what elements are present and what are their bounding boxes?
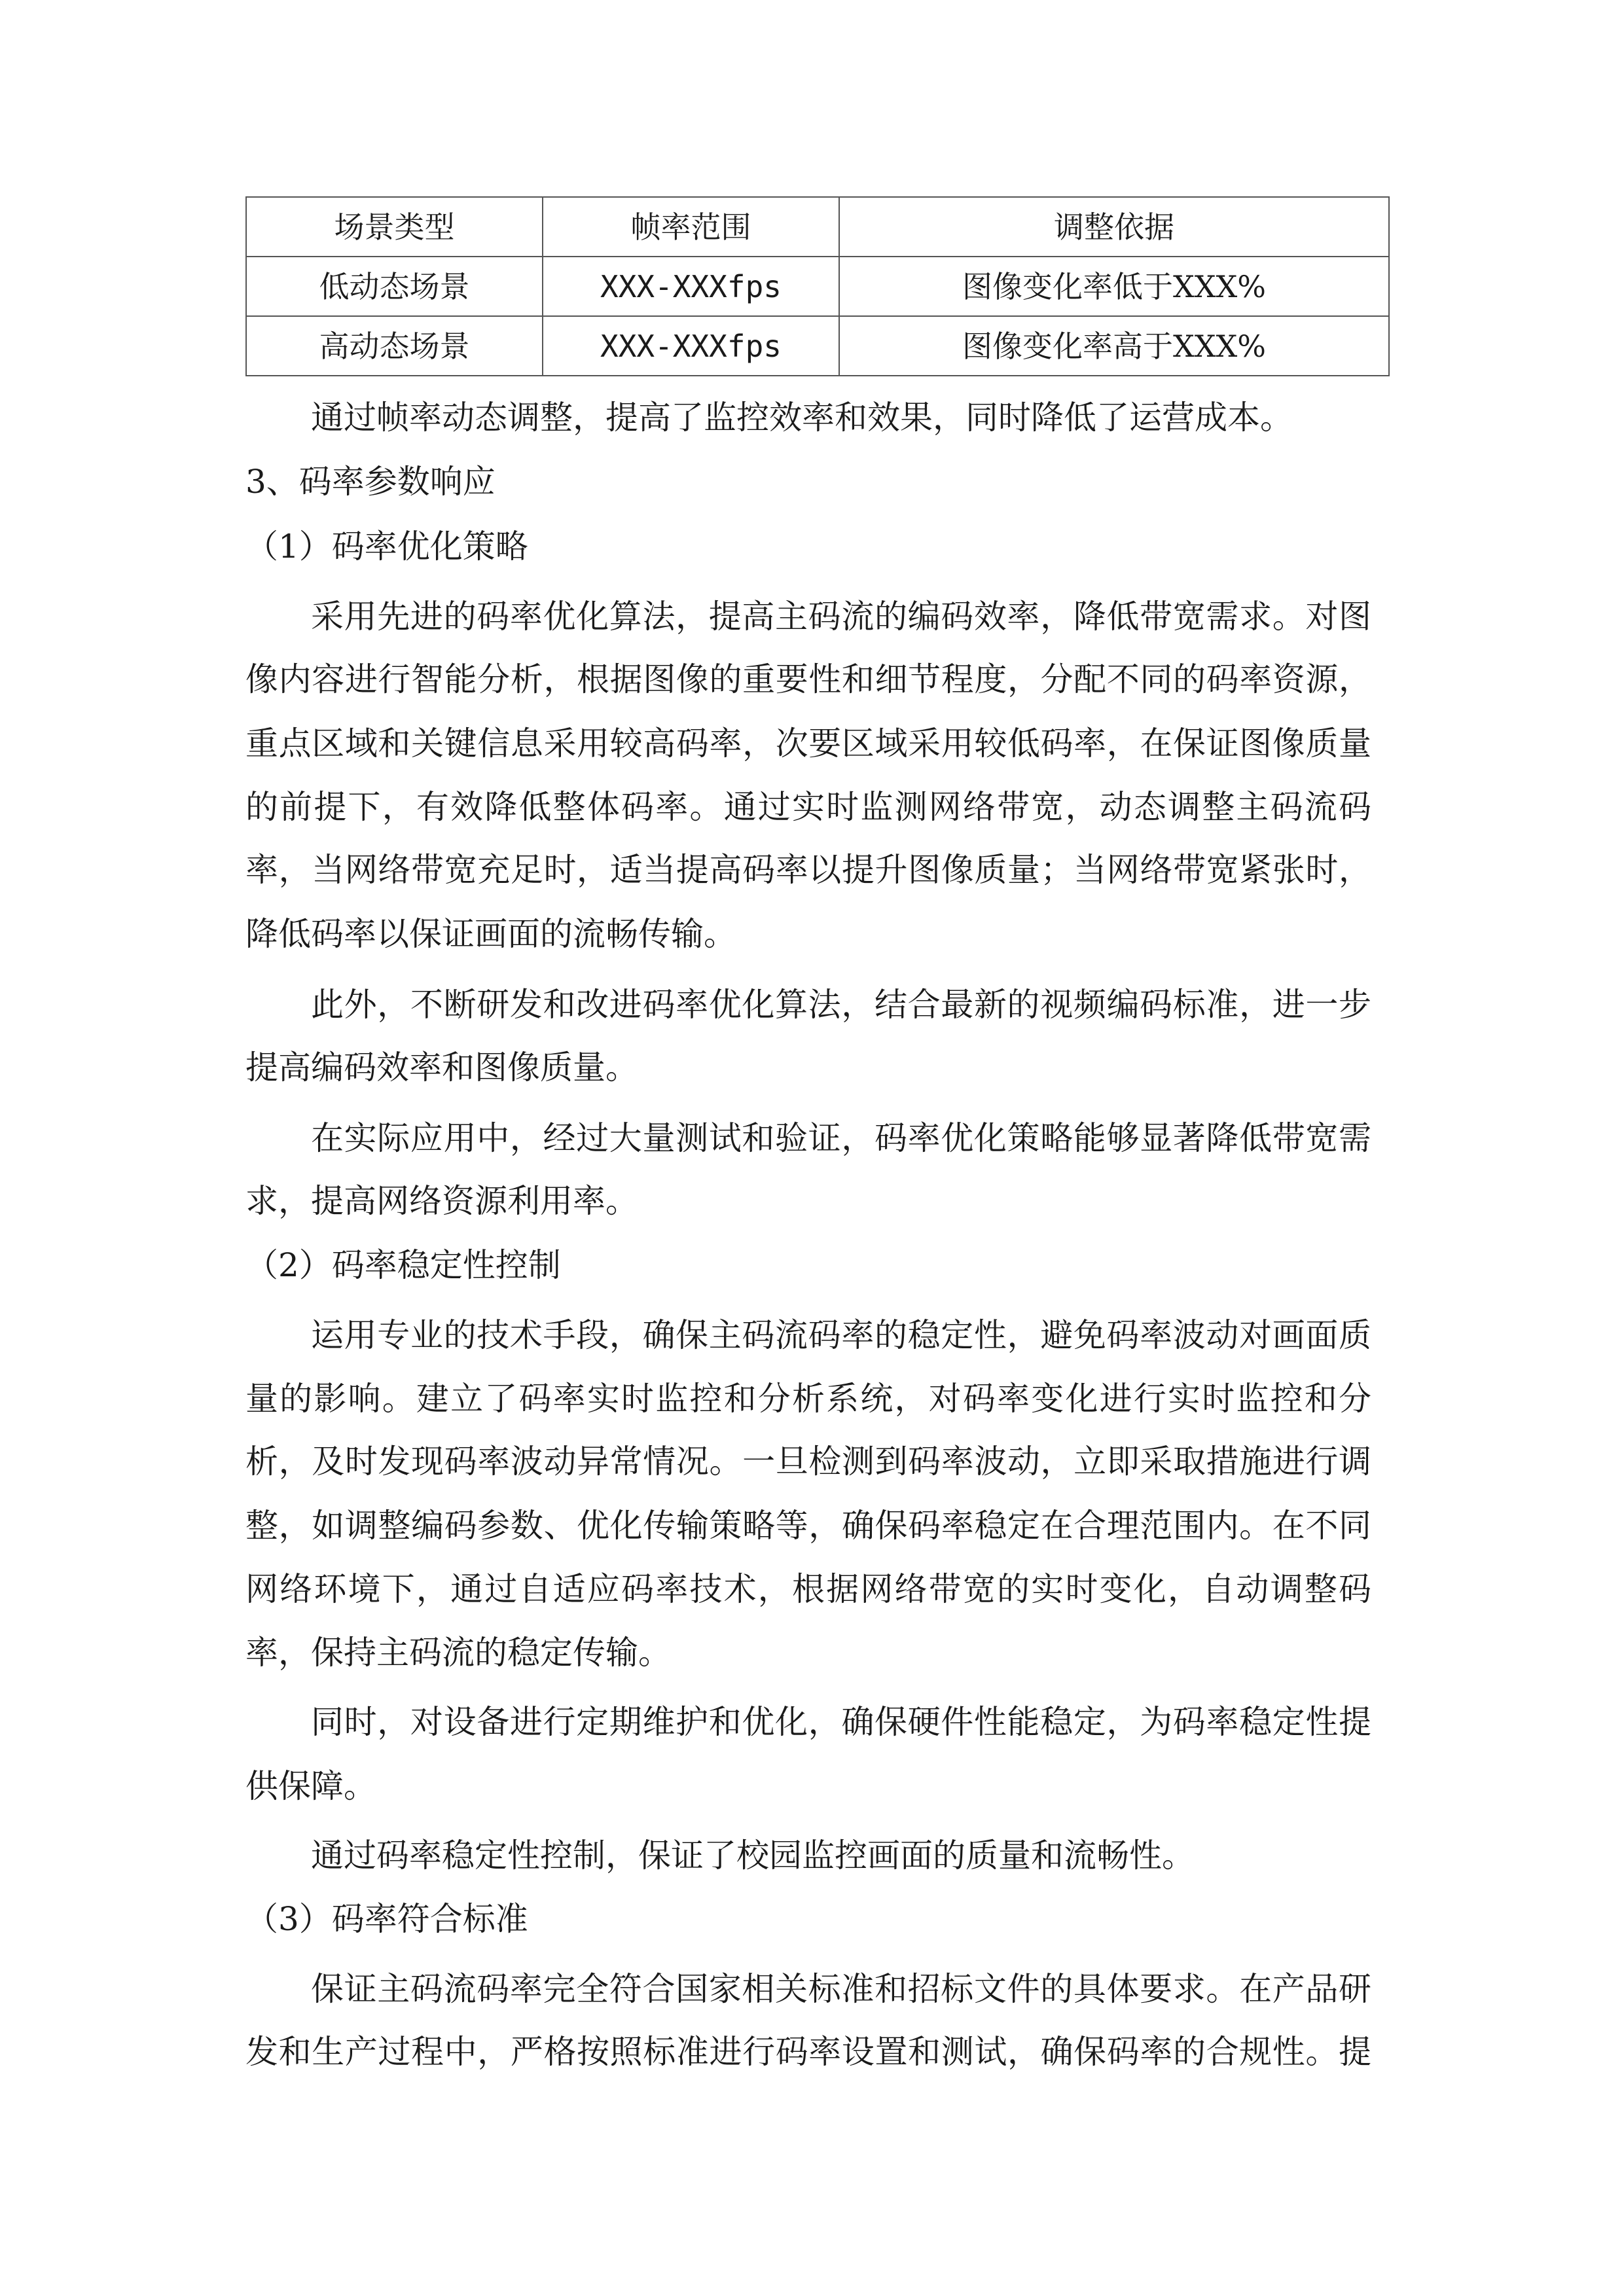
paragraph-line: 保证主码流码率完全符合国家相关标准和招标文件的具体要求。在产品研: [311, 1970, 1371, 2008]
paragraph-line: 通过帧率动态调整，提高了监控效率和效果，同时降低了运营成本。: [311, 399, 1293, 437]
paragraph-line: 此外，不断研发和改进码率优化算法，结合最新的视频编码标准，进一步: [311, 986, 1371, 1024]
table-cell: 图像变化率低于XXX%: [839, 257, 1389, 316]
table-row: [246, 316, 1389, 376]
subsection-heading: （2）码率稳定性控制: [245, 1246, 561, 1284]
subsection-heading: （1）码率优化策略: [245, 528, 528, 565]
paragraph-line: 提高编码效率和图像质量。: [245, 1049, 638, 1086]
paragraph-line: 析，及时发现码率波动异常情况。一旦检测到码率波动，立即采取措施进行调: [245, 1443, 1371, 1480]
paragraph-line: 量的影响。建立了码率实时监控和分析系统，对码率变化进行实时监控和分: [245, 1380, 1371, 1418]
paragraph-line: 同时，对设备进行定期维护和优化，确保硬件性能稳定，为码率稳定性提: [311, 1703, 1371, 1741]
table-cell: 低动态场景: [246, 257, 543, 316]
paragraph-line: 降低码率以保证画面的流畅传输。: [245, 915, 736, 953]
frame-rate-table: [245, 196, 1390, 376]
paragraph-line: 运用专业的技术手段，确保主码流码率的稳定性，避免码率波动对画面质: [311, 1316, 1371, 1354]
table-cell: 高动态场景: [246, 316, 543, 376]
table-cell: 图像变化率高于XXX%: [839, 316, 1389, 376]
table-header-cell: 帧率范围: [543, 197, 839, 257]
table-row: [246, 257, 1389, 316]
paragraph-line: 求，提高网络资源利用率。: [245, 1182, 638, 1220]
paragraph-line: 率，保持主码流的稳定传输。: [245, 1634, 671, 1672]
paragraph-line: 整，如调整编码参数、优化传输策略等，确保码率稳定在合理范围内。在不同: [245, 1507, 1371, 1545]
paragraph-line: 通过码率稳定性控制，保证了校园监控画面的质量和流畅性。: [311, 1837, 1195, 1874]
table-cell: XXX-XXXfps: [543, 316, 839, 376]
section-heading: 3、码率参数响应: [245, 463, 496, 501]
paragraph-line: 发和生产过程中，严格按照标准进行码率设置和测试，确保码率的合规性。提: [245, 2033, 1371, 2071]
paragraph-line: 重点区域和关键信息采用较高码率，次要区域采用较低码率，在保证图像质量: [245, 725, 1371, 762]
paragraph-line: 采用先进的码率优化算法，提高主码流的编码效率，降低带宽需求。对图: [311, 598, 1371, 636]
paragraph-line: 像内容进行智能分析，根据图像的重要性和细节程度，分配不同的码率资源，: [245, 660, 1371, 698]
paragraph-line: 供保障。: [245, 1767, 376, 1805]
table-header-row: [246, 197, 1389, 257]
table-header-cell: 调整依据: [839, 197, 1389, 257]
paragraph-line: 网络环境下，通过自适应码率技术，根据网络带宽的实时变化，自动调整码: [245, 1570, 1371, 1608]
table-header-cell: 场景类型: [246, 197, 543, 257]
paragraph-line: 率，当网络带宽充足时，适当提高码率以提升图像质量；当网络带宽紧张时，: [245, 851, 1371, 889]
paragraph-line: 在实际应用中，经过大量测试和验证，码率优化策略能够显著降低带宽需: [311, 1119, 1371, 1157]
table-cell: XXX-XXXfps: [543, 257, 839, 316]
subsection-heading: （3）码率符合标准: [245, 1900, 528, 1938]
paragraph-line: 的前提下，有效降低整体码率。通过实时监测网络带宽，动态调整主码流码: [245, 788, 1371, 826]
